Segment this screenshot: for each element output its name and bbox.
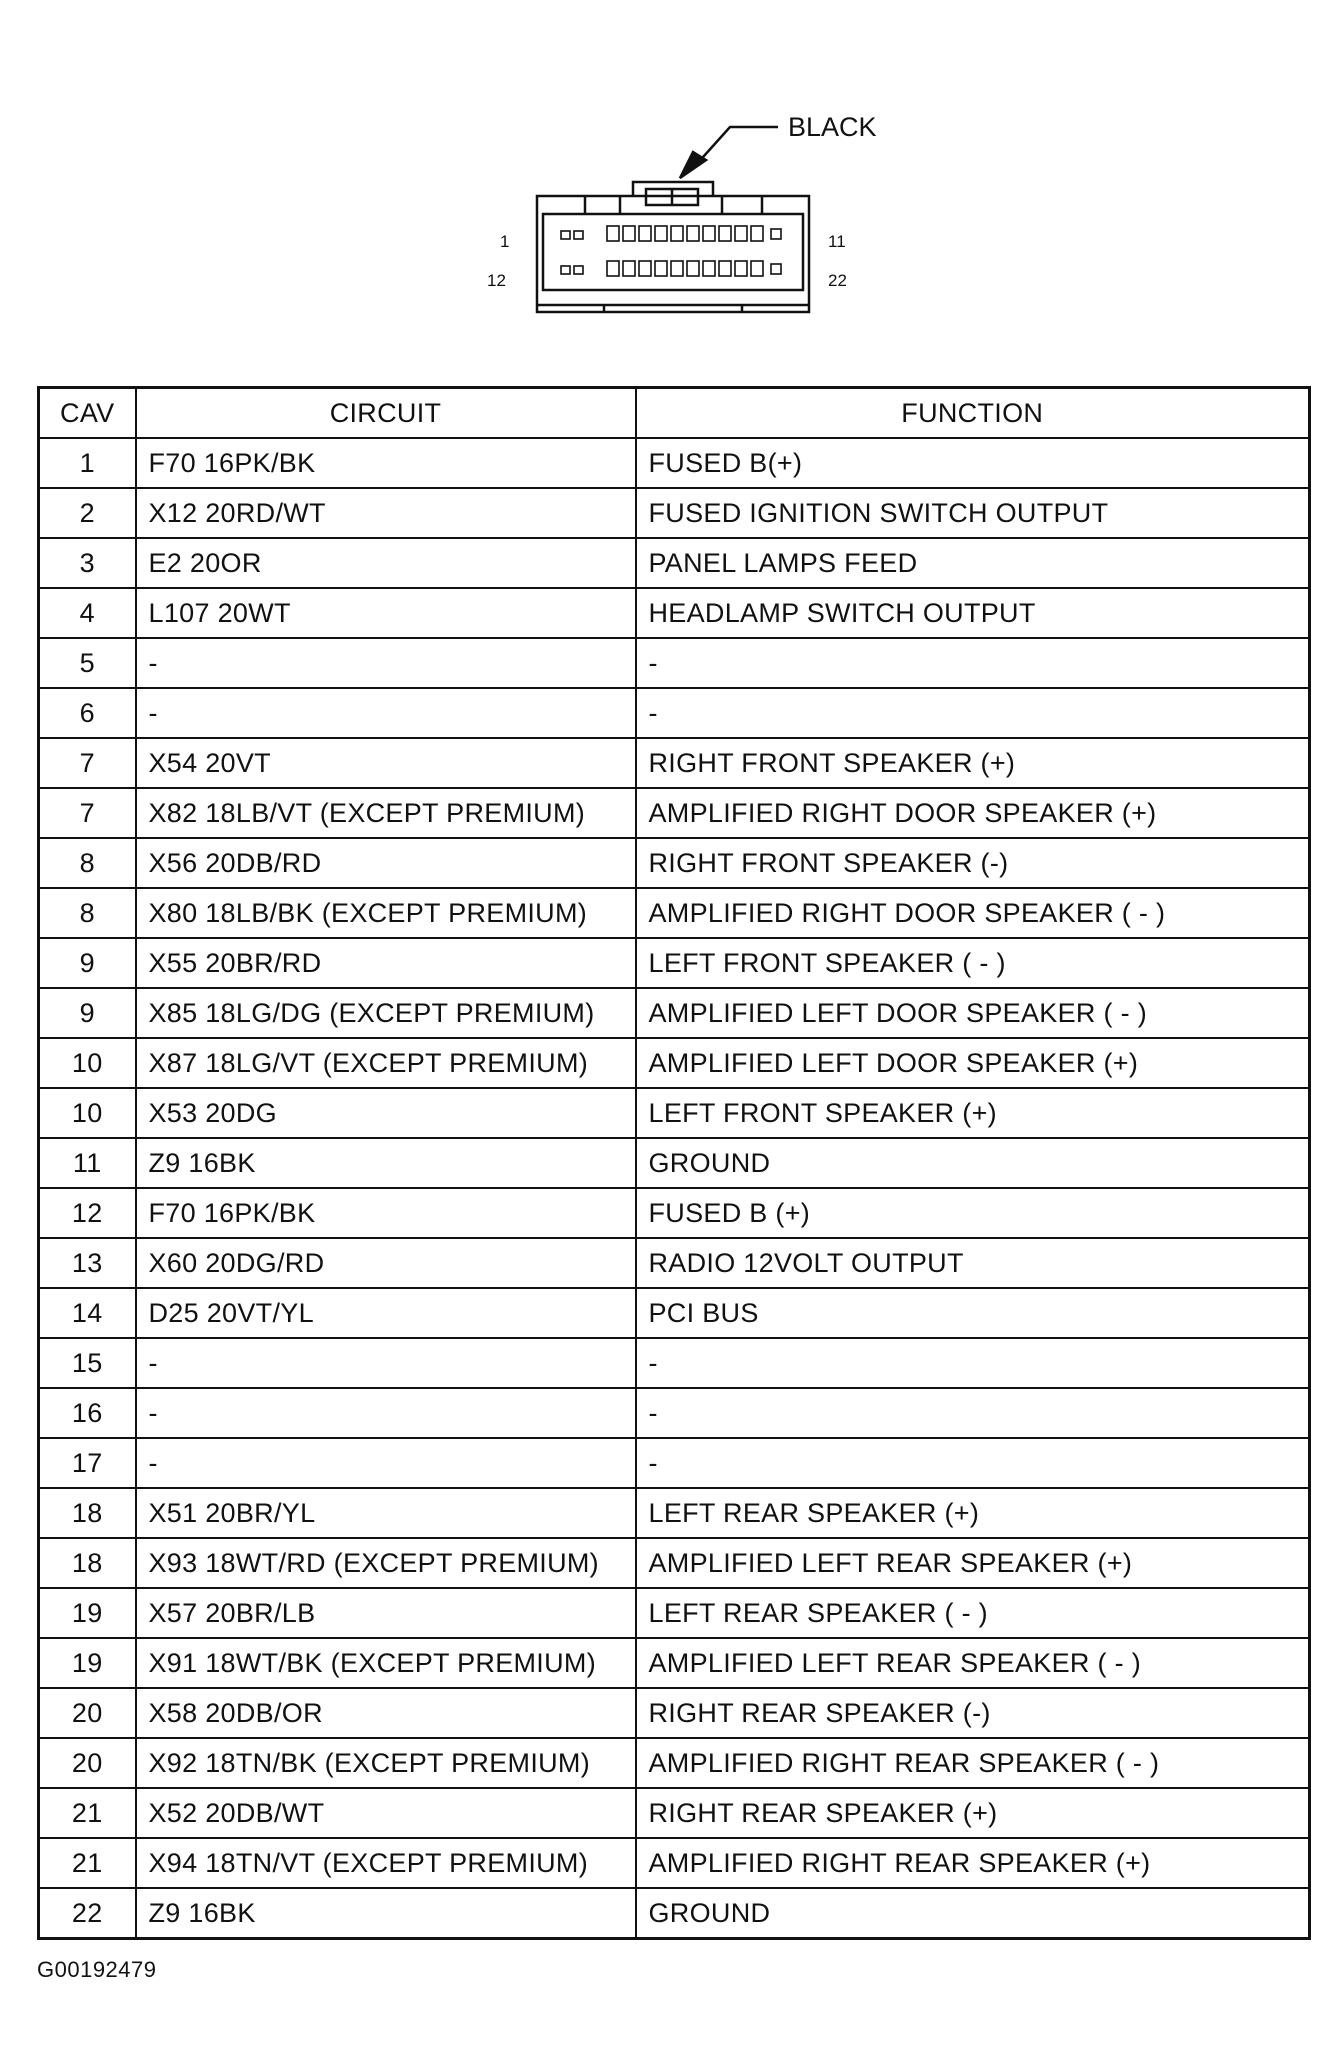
- cav-cell: 19: [39, 1638, 136, 1688]
- cav-cell: 1: [39, 438, 136, 488]
- function-cell: AMPLIFIED RIGHT DOOR SPEAKER ( - ): [636, 888, 1310, 938]
- function-cell: -: [636, 1338, 1310, 1388]
- circuit-cell: -: [136, 688, 636, 738]
- function-cell: FUSED B (+): [636, 1188, 1310, 1238]
- cav-cell: 9: [39, 988, 136, 1038]
- function-cell: -: [636, 1438, 1310, 1488]
- table-row: [39, 988, 1310, 1038]
- table-row: [39, 1288, 1310, 1338]
- function-cell: FUSED B(+): [636, 438, 1310, 488]
- circuit-cell: X55 20BR/RD: [136, 938, 636, 988]
- cav-cell: 20: [39, 1688, 136, 1738]
- circuit-cell: X54 20VT: [136, 738, 636, 788]
- pin-label-22: 22: [828, 271, 847, 290]
- function-cell: RIGHT REAR SPEAKER (+): [636, 1788, 1310, 1838]
- circuit-cell: -: [136, 1388, 636, 1438]
- cav-cell: 17: [39, 1438, 136, 1488]
- function-cell: AMPLIFIED LEFT DOOR SPEAKER ( - ): [636, 988, 1310, 1038]
- function-cell: AMPLIFIED LEFT REAR SPEAKER (+): [636, 1538, 1310, 1588]
- cav-cell: 14: [39, 1288, 136, 1338]
- table-row: [39, 1488, 1310, 1538]
- table-row: [39, 638, 1310, 688]
- table-row: [39, 1238, 1310, 1288]
- pinout-body: [39, 438, 1310, 1939]
- connector-body: [537, 182, 809, 312]
- connector-color-label: BLACK: [788, 112, 877, 142]
- table-row: [39, 488, 1310, 538]
- table-row: [39, 1088, 1310, 1138]
- function-cell: LEFT FRONT SPEAKER ( - ): [636, 938, 1310, 988]
- table-row: [39, 588, 1310, 638]
- function-cell: GROUND: [636, 1138, 1310, 1188]
- table-row: [39, 1438, 1310, 1488]
- function-cell: GROUND: [636, 1888, 1310, 1939]
- cav-cell: 20: [39, 1738, 136, 1788]
- circuit-cell: X53 20DG: [136, 1088, 636, 1138]
- cav-cell: 8: [39, 888, 136, 938]
- function-cell: FUSED IGNITION SWITCH OUTPUT: [636, 488, 1310, 538]
- cav-cell: 13: [39, 1238, 136, 1288]
- table-row: [39, 1538, 1310, 1588]
- circuit-cell: X52 20DB/WT: [136, 1788, 636, 1838]
- cav-cell: 10: [39, 1038, 136, 1088]
- cav-cell: 7: [39, 788, 136, 838]
- table-row: [39, 688, 1310, 738]
- cav-cell: 6: [39, 688, 136, 738]
- pin-label-12: 12: [487, 271, 506, 290]
- cav-cell: 4: [39, 588, 136, 638]
- circuit-cell: F70 16PK/BK: [136, 1188, 636, 1238]
- circuit-cell: X92 18TN/BK (EXCEPT PREMIUM): [136, 1738, 636, 1788]
- circuit-cell: X51 20BR/YL: [136, 1488, 636, 1538]
- cav-cell: 18: [39, 1538, 136, 1588]
- circuit-cell: X82 18LB/VT (EXCEPT PREMIUM): [136, 788, 636, 838]
- function-cell: PANEL LAMPS FEED: [636, 538, 1310, 588]
- circuit-cell: Z9 16BK: [136, 1888, 636, 1939]
- cav-cell: 5: [39, 638, 136, 688]
- cav-cell: 18: [39, 1488, 136, 1538]
- function-cell: AMPLIFIED LEFT REAR SPEAKER ( - ): [636, 1638, 1310, 1688]
- terminal-cavities: [561, 226, 781, 276]
- connector-diagram: [0, 0, 1343, 360]
- circuit-cell: E2 20OR: [136, 538, 636, 588]
- table-row: [39, 1388, 1310, 1438]
- table-row: [39, 1688, 1310, 1738]
- table-row: [39, 438, 1310, 488]
- table-header-row: [39, 388, 1310, 439]
- table-row: [39, 738, 1310, 788]
- pinout-table: [37, 386, 1311, 1940]
- cav-cell: 22: [39, 1888, 136, 1939]
- pin-label-1: 1: [500, 232, 510, 251]
- circuit-cell: X56 20DB/RD: [136, 838, 636, 888]
- circuit-cell: -: [136, 638, 636, 688]
- cav-cell: 9: [39, 938, 136, 988]
- color-callout-arrow: [680, 127, 778, 178]
- cav-cell: 19: [39, 1588, 136, 1638]
- header-function: FUNCTION: [636, 388, 1310, 439]
- function-cell: LEFT FRONT SPEAKER (+): [636, 1088, 1310, 1138]
- function-cell: LEFT REAR SPEAKER ( - ): [636, 1588, 1310, 1638]
- table-row: [39, 1138, 1310, 1188]
- function-cell: AMPLIFIED RIGHT REAR SPEAKER ( - ): [636, 1738, 1310, 1788]
- function-cell: AMPLIFIED RIGHT REAR SPEAKER (+): [636, 1838, 1310, 1888]
- function-cell: AMPLIFIED RIGHT DOOR SPEAKER (+): [636, 788, 1310, 838]
- function-cell: RIGHT FRONT SPEAKER (+): [636, 738, 1310, 788]
- function-cell: PCI BUS: [636, 1288, 1310, 1338]
- circuit-cell: F70 16PK/BK: [136, 438, 636, 488]
- circuit-cell: X87 18LG/VT (EXCEPT PREMIUM): [136, 1038, 636, 1088]
- header-cav: CAV: [39, 388, 136, 439]
- circuit-cell: X93 18WT/RD (EXCEPT PREMIUM): [136, 1538, 636, 1588]
- cav-cell: 10: [39, 1088, 136, 1138]
- table-row: [39, 1738, 1310, 1788]
- cav-cell: 8: [39, 838, 136, 888]
- table-row: [39, 888, 1310, 938]
- function-cell: RADIO 12VOLT OUTPUT: [636, 1238, 1310, 1288]
- table-row: [39, 1588, 1310, 1638]
- circuit-cell: X60 20DG/RD: [136, 1238, 636, 1288]
- function-cell: -: [636, 638, 1310, 688]
- cav-cell: 2: [39, 488, 136, 538]
- function-cell: RIGHT REAR SPEAKER (-): [636, 1688, 1310, 1738]
- cav-cell: 21: [39, 1788, 136, 1838]
- table-row: [39, 788, 1310, 838]
- cav-cell: 16: [39, 1388, 136, 1438]
- pin-label-11: 11: [828, 232, 846, 251]
- function-cell: -: [636, 1388, 1310, 1438]
- circuit-cell: X94 18TN/VT (EXCEPT PREMIUM): [136, 1838, 636, 1888]
- circuit-cell: X57 20BR/LB: [136, 1588, 636, 1638]
- cav-cell: 11: [39, 1138, 136, 1188]
- figure-id: G00192479: [37, 1957, 157, 1982]
- circuit-cell: X12 20RD/WT: [136, 488, 636, 538]
- function-cell: AMPLIFIED LEFT DOOR SPEAKER (+): [636, 1038, 1310, 1088]
- table-row: [39, 1338, 1310, 1388]
- function-cell: LEFT REAR SPEAKER (+): [636, 1488, 1310, 1538]
- table-row: [39, 1788, 1310, 1838]
- header-circuit: CIRCUIT: [136, 388, 636, 439]
- cav-cell: 7: [39, 738, 136, 788]
- table-row: [39, 838, 1310, 888]
- function-cell: -: [636, 688, 1310, 738]
- table-row: [39, 1838, 1310, 1888]
- table-row: [39, 1888, 1310, 1939]
- circuit-cell: D25 20VT/YL: [136, 1288, 636, 1338]
- circuit-cell: -: [136, 1338, 636, 1388]
- cav-cell: 12: [39, 1188, 136, 1238]
- table-row: [39, 538, 1310, 588]
- circuit-cell: L107 20WT: [136, 588, 636, 638]
- function-cell: RIGHT FRONT SPEAKER (-): [636, 838, 1310, 888]
- circuit-cell: X85 18LG/DG (EXCEPT PREMIUM): [136, 988, 636, 1038]
- table-row: [39, 1188, 1310, 1238]
- table-row: [39, 1038, 1310, 1088]
- circuit-cell: X80 18LB/BK (EXCEPT PREMIUM): [136, 888, 636, 938]
- cav-cell: 15: [39, 1338, 136, 1388]
- function-cell: HEADLAMP SWITCH OUTPUT: [636, 588, 1310, 638]
- cav-cell: 21: [39, 1838, 136, 1888]
- cav-cell: 3: [39, 538, 136, 588]
- circuit-cell: X91 18WT/BK (EXCEPT PREMIUM): [136, 1638, 636, 1688]
- circuit-cell: X58 20DB/OR: [136, 1688, 636, 1738]
- circuit-cell: -: [136, 1438, 636, 1488]
- table-row: [39, 1638, 1310, 1688]
- table-row: [39, 938, 1310, 988]
- circuit-cell: Z9 16BK: [136, 1138, 636, 1188]
